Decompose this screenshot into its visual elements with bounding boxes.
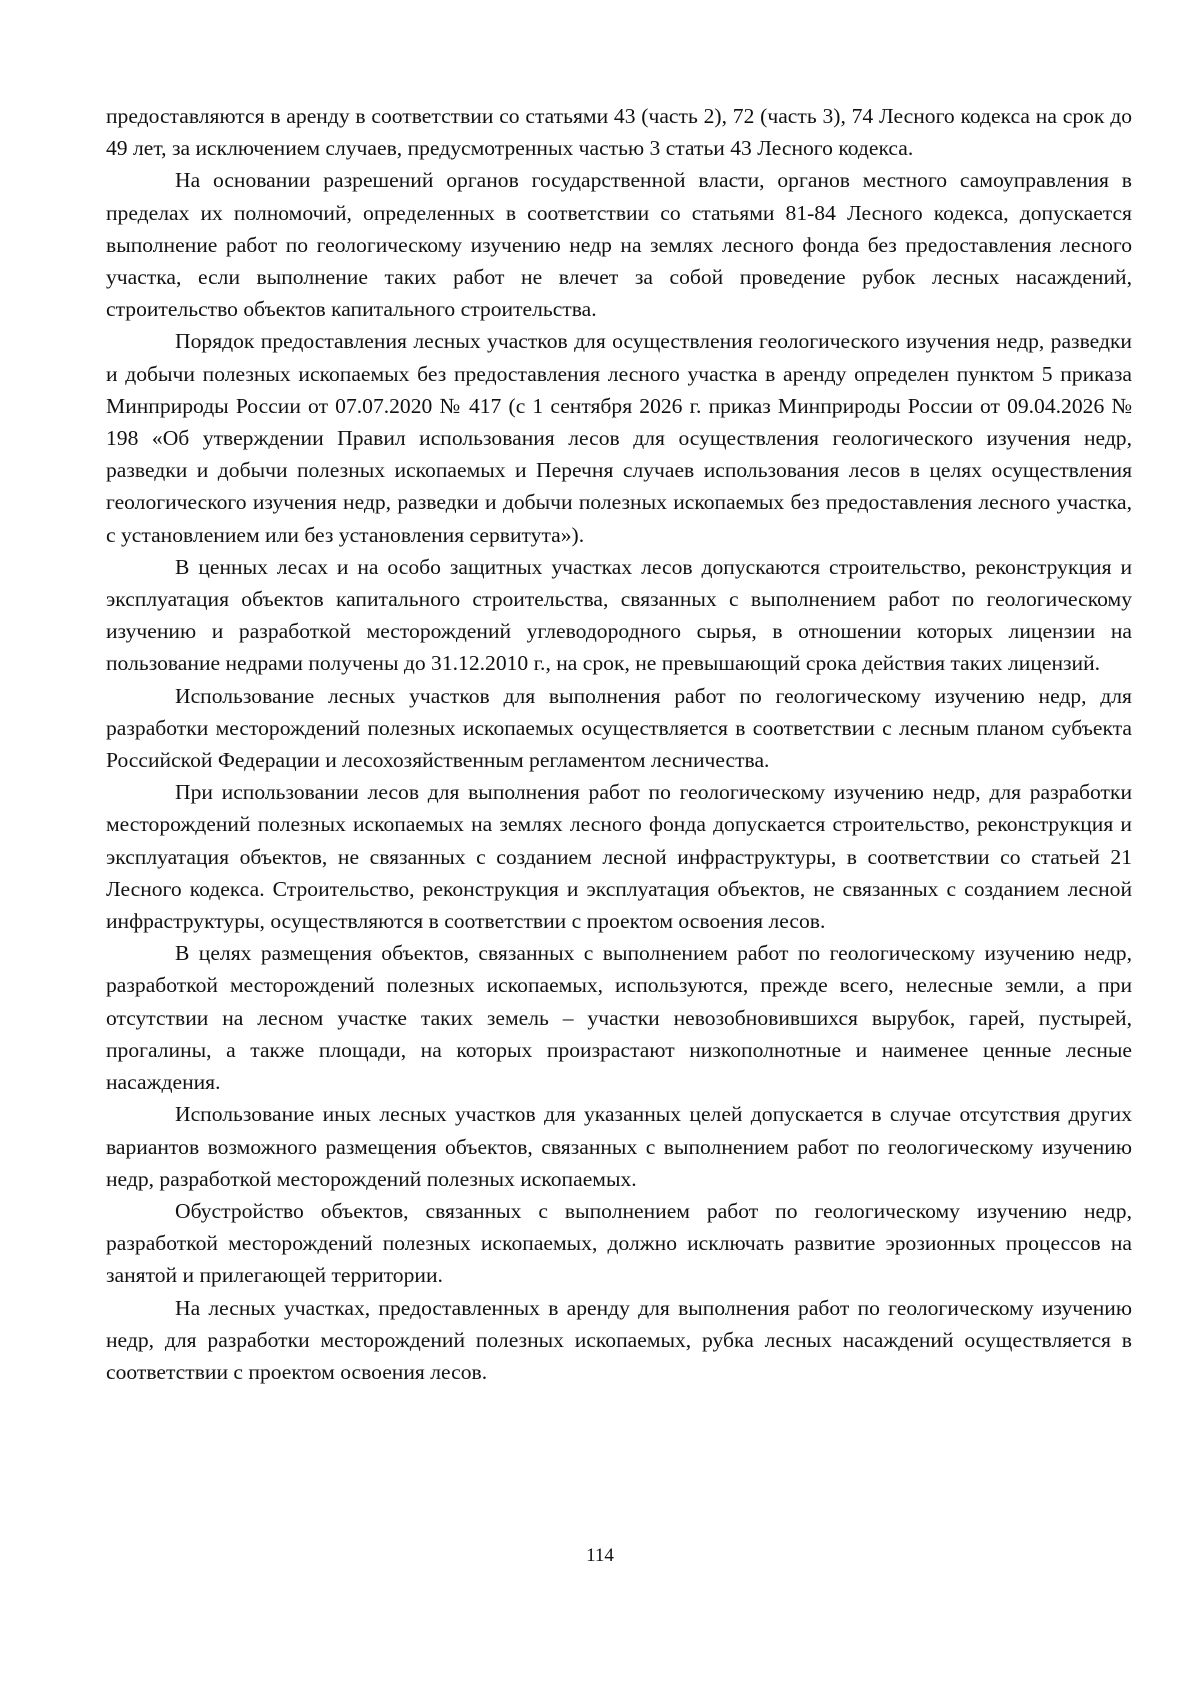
paragraph-other-plots: Использование иных лесных участков для указанных целей допускается в случае отсутствия других вариантов возможного размещения объектов, связанных с выполнением работ по геологическому изучению недр, разработкой месторождений полезных ископаемых. (106, 1102, 1132, 1191)
page-number: 114 (586, 1545, 614, 1566)
paragraph-valuable-forests: В ценных лесах и на особо защитных участках лесов допускаются строительство, реконструкция и эксплуатация объектов капитального строительства, связанных с выполнением работ по геологическому изучению и разработкой месторождений углеводородного сырья, в отношении которых лицензии на пользование недрами получены до 31.12.2010 г., на срок, не превышающий срока действия таких лицензий. (106, 554, 1132, 676)
paragraph-geological-permits: На основании разрешений органов государственной власти, органов местного самоуправления в пределах их полномочий, определенных в соответствии со статьями 81-84 Лесного кодекса, допускается выполнение работ по геологическому изучению недр на землях лесного фонда без предоставления лесного участка, если выполнение таких работ не влечет за собой проведение рубок лесных насаждений, строительство объектов капитального строительства. (106, 168, 1132, 322)
paragraph-continued: предоставляются в аренду в соответствии со статьями 43 (часть 2), 72 (часть 3), 74 Лесного кодекса на срок до 49 лет, за исключением случаев, предусмотренных частью 3 статьи 43 Лесного кодекса. (106, 104, 1132, 161)
paragraph-felling: На лесных участках, предоставленных в аренду для выполнения работ по геологическому изучению недр, для разработки месторождений полезных ископаемых, рубка лесных насаждений осуществляется в соответствии с проектом освоения лесов. (106, 1295, 1132, 1384)
paragraph-construction: При использовании лесов для выполнения работ по геологическому изучению недр, для разработки месторождений полезных ископаемых на землях лесного фонда допускается строительство, реконструкция и эксплуатация объектов, не связанных с созданием лесной инфраструктуры, в соответствии со статьей 21 Лесного кодекса. Строительство, реконструкция и эксплуатация объектов, не связанных с созданием лесной инфраструктуры, осуществляются в соответствии с проектом освоения лесов. (106, 780, 1132, 934)
paragraph-erosion: Обустройство объектов, связанных с выполнением работ по геологическому изучению недр, разработкой месторождений полезных ископаемых, должно исключать развитие эрозионных процессов на занятой и прилегающей территории. (106, 1198, 1132, 1288)
paragraph-placement: В целях размещения объектов, связанных с выполнением работ по геологическому изучению недр, разработкой месторождений полезных ископаемых, используются, прежде всего, нелесные земли, а при отсутствии на лесном участке таких земель – участки невозобновившихся вырубок, гарей, пустырей, прогалины, а также площади, на которых произрастают низкополнотные и наименее ценные лесные насаждения. (106, 941, 1132, 1095)
body-text (106, 100, 1132, 1388)
paragraph-provision-procedure: Порядок предоставления лесных участков для осуществления геологического изучения недр, разведки и добычи полезных ископаемых без предоставления лесного участка в аренду определен пунктом 5 приказа Минприроды России от 07.07.2020 № 417 (с 1 сентября 2026 г. приказ Минприроды России от 09.04.2026 № 198 «Об утверждении Правил использования лесов для осуществления геологического изучения недр, разведки и добычи полезных ископаемых и Перечня случаев использования лесов в целях осуществления геологического изучения недр, разведки и добычи полезных ископаемых без предоставления лесного участка, с установлением или без установления сервитута»). (106, 329, 1132, 547)
paragraph-forest-plan: Использование лесных участков для выполнения работ по геологическому изучению недр, для разработки месторождений полезных ископаемых осуществляется в соответствии с лесным планом субъекта Российской Федерации и лесохозяйственным регламентом лесничества. (106, 683, 1132, 773)
